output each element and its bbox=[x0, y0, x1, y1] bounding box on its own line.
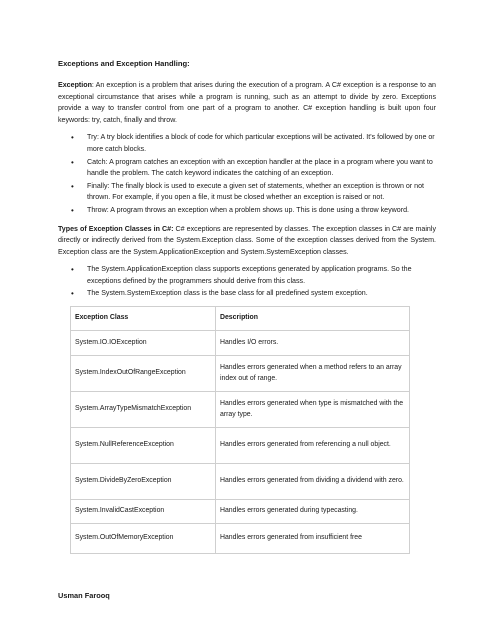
list-item-text: Finally: The finally block is used to execute a given set of statements, whether an exception is thrown or not thrown. For example, if you open a file, it must be closed whether an exception is raised or not. bbox=[87, 181, 425, 202]
table-row bbox=[71, 500, 410, 524]
bullet-icon: • bbox=[71, 133, 74, 143]
cell-exception-class: System.OutOfMemoryException bbox=[71, 524, 216, 554]
table-header-row bbox=[71, 307, 410, 331]
bullet-icon: • bbox=[71, 205, 74, 215]
table-row bbox=[71, 428, 410, 464]
list-item-text: Throw: A program throws an exception when a problem shows up. This is done using a throw keyword. bbox=[87, 205, 410, 214]
class-notes-list bbox=[58, 264, 436, 299]
cell-exception-class: System.IndexOutOfRangeException bbox=[71, 356, 216, 392]
list-item-catch bbox=[58, 157, 436, 180]
list-item-try bbox=[58, 132, 436, 155]
list-item-finally bbox=[58, 181, 436, 204]
table-row bbox=[71, 331, 410, 356]
list-item-text: The System.SystemException class is the base class for all predefined system exception. bbox=[87, 288, 368, 297]
cell-exception-class: System.IO.IOException bbox=[71, 331, 216, 356]
table-row bbox=[71, 356, 410, 392]
types-paragraph bbox=[58, 224, 436, 259]
intro-lead: Exception bbox=[58, 81, 92, 89]
exception-table bbox=[70, 306, 410, 554]
table-row bbox=[71, 464, 410, 500]
bullet-icon: • bbox=[71, 265, 74, 275]
cell-description: Handles errors generated from insufficient free bbox=[216, 524, 410, 554]
bullet-icon: • bbox=[71, 181, 74, 191]
intro-text: : An exception is a problem that arises during the execution of a program. A C# exception is a response to an exceptional circumstance that arises while a program is running, such as an attempt to divide by zero. Exceptions provide a way to transfer control from one part of a program to another. C# exception handling is built upon four keywords: try, catch, finally and throw. bbox=[58, 81, 436, 124]
list-item-system-exception bbox=[58, 288, 436, 300]
cell-description: Handles errors generated from referencing a null object. bbox=[216, 428, 410, 464]
cell-description: Handles errors generated when type is mismatched with the array type. bbox=[216, 392, 410, 428]
list-item-application-exception bbox=[58, 264, 436, 287]
column-header-description: Description bbox=[216, 307, 410, 331]
intro-paragraph bbox=[58, 80, 436, 126]
cell-description: Handles I/O errors. bbox=[216, 331, 410, 356]
list-item-text: The System.ApplicationException class supports exceptions generated by application programs. So the exceptions defined by the programmers should derive from this class. bbox=[87, 265, 412, 285]
cell-exception-class: System.DivideByZeroException bbox=[71, 464, 216, 500]
cell-exception-class: System.ArrayTypeMismatchException bbox=[71, 392, 216, 428]
cell-description: Handles errors generated when a method refers to an array index out of range. bbox=[216, 356, 410, 392]
list-item-text: Catch: A program catches an exception with an exception handler at the place in a program where you want to handle the problem. The catch keyword indicates the catching of an exception. bbox=[87, 157, 433, 178]
list-item-throw bbox=[58, 205, 436, 217]
cell-exception-class: System.InvalidCastException bbox=[71, 500, 216, 524]
cell-exception-class: System.NullReferenceException bbox=[71, 428, 216, 464]
author-footer: Usman Farooq bbox=[58, 591, 110, 600]
cell-description: Handles errors generated from dividing a dividend with zero. bbox=[216, 464, 410, 500]
table-row bbox=[71, 524, 410, 554]
keyword-list bbox=[58, 132, 436, 216]
section-heading: Exceptions and Exception Handling: bbox=[58, 59, 190, 68]
cell-description: Handles errors generated during typecasting. bbox=[216, 500, 410, 524]
types-text: C# exceptions are represented by classes. The exception classes in C# are mainly directly or indirectly derived from the System.Exception class. Some of the exception classes derived from the System. Exception class are the System.ApplicationException and System.SystemException classes. bbox=[58, 224, 436, 256]
column-header-exception-class: Exception Class bbox=[71, 307, 216, 331]
list-item-text: Try: A try block identifies a block of code for which particular exceptions will be activated. It's followed by one or more catch blocks. bbox=[87, 133, 435, 153]
bullet-icon: • bbox=[71, 157, 74, 167]
bullet-icon: • bbox=[71, 288, 74, 298]
page-content bbox=[58, 58, 436, 554]
types-lead: Types of Exception Classes in C#: bbox=[58, 224, 174, 233]
table-row bbox=[71, 392, 410, 428]
